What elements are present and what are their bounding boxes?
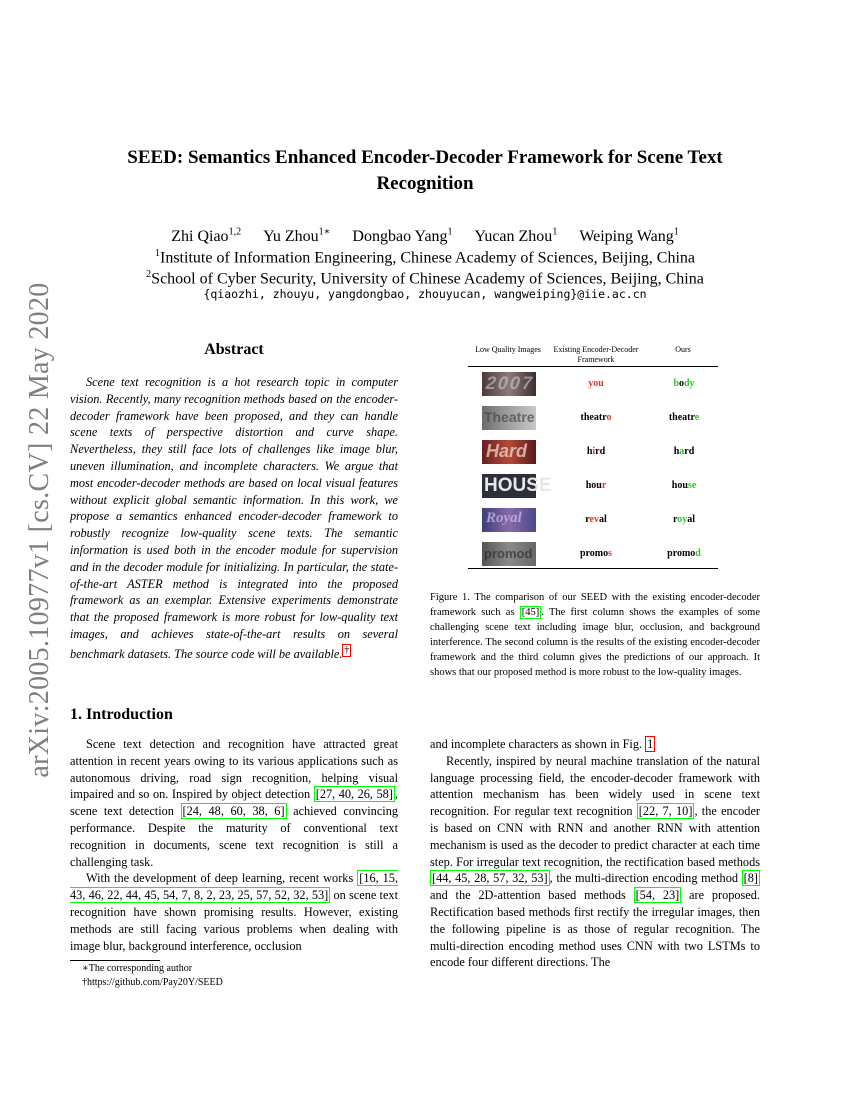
citation-link[interactable]: [54, 23] (635, 888, 680, 903)
citation-link[interactable]: [8] (743, 871, 759, 886)
citation-link[interactable]: [24, 48, 60, 38, 6] (182, 804, 285, 819)
arxiv-sidebar (0, 0, 60, 1100)
footnote-2: †https://github.com/Pay20Y/SEED (82, 977, 223, 988)
citation-link[interactable]: [27, 40, 26, 58] (315, 787, 393, 802)
figure-row (430, 508, 760, 534)
citation-link[interactable]: [45] (521, 607, 540, 618)
author: Yucan Zhou$^1$ (474, 227, 558, 246)
citation-link[interactable]: [44, 45, 28, 57, 32, 53] (432, 871, 548, 886)
ours-prediction: theatre (668, 412, 700, 423)
scene-text-thumbnail: Hard (482, 440, 536, 464)
intro-heading: 1. Introduction (70, 706, 173, 723)
existing-prediction: promos (579, 548, 613, 559)
title-line-1: SEED: Semantics Enhanced Encoder-Decoder Framework for Scene Text (127, 147, 723, 168)
title-line-2: Recognition (376, 173, 474, 194)
scene-text-thumbnail: Theatre (482, 406, 536, 430)
fig-bottom-rule (468, 568, 718, 569)
scene-text-thumbnail: 2007 (482, 372, 536, 396)
citation-link[interactable]: [16, 15, 43, 46, 22, 44, 45, 54, 7, 8, 2, 23, 25, 57, 52, 32, 53] (70, 871, 399, 903)
affiliation: $^1$Institute of Information Engineering, Chinese Academy of Sciences, Beijing, China (155, 248, 695, 267)
intro-paragraph-3: Recently, inspired by neural machine translation of the natural language processing field, the encoder-decoder framework with attention mechanism has been widely used in scene text recognition. For regular text recognition [22, 7, 10] , the encoder is based on CNN with RNN and another RNN with attention mechanism is used as the decoder to predict character at each time step. For irregular text recognition, the rectification based methods [44, 45, 28, 57, 32, 53] , the multi-direction encoding method [8] and the 2D-attention based methods [54, 23] are proposed. Rectification based methods first rectify the irregular images, then the following pipeline is as those of regular recognition. The multi-direction encoding method uses CNN with two LSTMs to encode four different directions. The (430, 753, 760, 970)
scene-text-thumbnail: promod (482, 542, 536, 566)
footnote-link[interactable]: † (344, 644, 350, 656)
figure-1 (430, 340, 760, 570)
ours-prediction: hard (673, 446, 695, 457)
footnote-rule (70, 960, 160, 961)
author-emails: {qiaozhi, zhouyu, yangdongbao, zhouyucan, wangweiping}@iie.ac.cn (203, 287, 647, 301)
author: Yu Zhou$^{1∗}$ (263, 227, 331, 246)
figure-1-caption: Figure 1. The comparison of our SEED with the existing encoder-decoder framework such as [45] . The first column shows the examples of some challenging scene text including image blur, occlusion, and background interference. The second column is the results of the existing encoder-decoder framework and the third column gives the predictions of our approach. It shows that our proposed method is more robust to the low-quality images. (430, 592, 760, 678)
fig-header-existing: Existing Encoder-Decoder Framework (553, 345, 639, 364)
intro-left-column (70, 736, 398, 954)
existing-prediction: reval (585, 514, 607, 525)
ours-prediction: house (671, 480, 697, 491)
footnote-1: ∗The corresponding author (82, 963, 193, 974)
author: Dongbao Yang$^1$ (352, 227, 453, 246)
figure-row (430, 372, 760, 398)
scene-text-thumbnail: Royal (482, 508, 536, 532)
affiliation: $^2$School of Cyber Security, University of Chinese Academy of Sciences, Beijing, China (146, 269, 704, 288)
intro-right-column (430, 736, 760, 971)
abstract-heading: Abstract (204, 341, 264, 358)
ours-prediction: body (673, 378, 695, 389)
figure-row (430, 474, 760, 500)
ours-prediction: royal (672, 514, 696, 525)
intro-paragraph-2: With the development of deep learning, recent works [16, 15, 43, 46, 22, 44, 45, 54, 7, 8, 2, 23, 25, 57, 52, 32, 53] on scene text recognition have shown promising results. However, existing methods are still facing various problems when dealing with image blur, background interference, occlusion (70, 871, 399, 953)
figure-row (430, 542, 760, 568)
right-col-continuation: and incomplete characters as shown in Fig. 1 (430, 737, 654, 751)
fig-header-low-quality: Low Quality Images (475, 345, 541, 354)
existing-prediction: hird (586, 446, 606, 457)
scene-text-thumbnail: HOUSE (484, 475, 552, 496)
intro-paragraph-1: Scene text detection and recognition have attracted great attention in recent years owing to its various applications such as autonomous driving, road sign recognition, helping visual impaired and so on. Inspired by object detection [27, 40, 26, 58] , scene text detection [24, 48, 60, 38, 6] achieved convincing performance. Despite the maturity of conventional text recognition in documents, scene text recognition is still a challenging task. (70, 737, 398, 869)
author: Zhi Qiao$^{1,2}$ (171, 227, 242, 246)
ours-prediction: promod (667, 548, 701, 559)
fig-header-ours: Ours (675, 345, 691, 354)
paper-title (90, 145, 760, 197)
existing-prediction: theatro (580, 412, 612, 423)
fig-top-rule (468, 366, 718, 367)
existing-prediction: hour (585, 480, 607, 491)
figure-row (430, 406, 760, 432)
figure-link[interactable]: 1 (647, 737, 654, 751)
author: Weiping Wang$^1$ (579, 227, 679, 246)
existing-prediction: you (588, 378, 604, 389)
abstract-body: Scene text recognition is a hot research topic in computer vision. Recently, many recognition methods based on the encoder-decoder framework have been proposed, and they can handle scene texts of perspective distortion and curve shape. Nevertheless, they still face lots of challenges like image blur, uneven illumination, and incomplete characters. We argue that most encoder-decoder methods are based on local visual features without explicit global semantic information. In this work, we propose a semantics enhanced encoder-decoder framework to robustly recognize low-quality scene texts. The semantic information is used both in the encoder module for supervision and in the decoder module for initializing. In particular, the state-of-the-art ASTER method is integrated into the proposed framework as an exemplar. Extensive experiments demonstrate that the proposed framework is more robust for low-quality text images, and achieves state-of-the-art results on several benchmark datasets. The source code will be available. † (70, 375, 398, 661)
citation-link[interactable]: [22, 7, 10] (638, 804, 693, 819)
arxiv-id-stamp: arXiv:2005.10977v1 [cs.CV] 22 May 2020 (24, 282, 55, 778)
figure-row (430, 440, 760, 466)
